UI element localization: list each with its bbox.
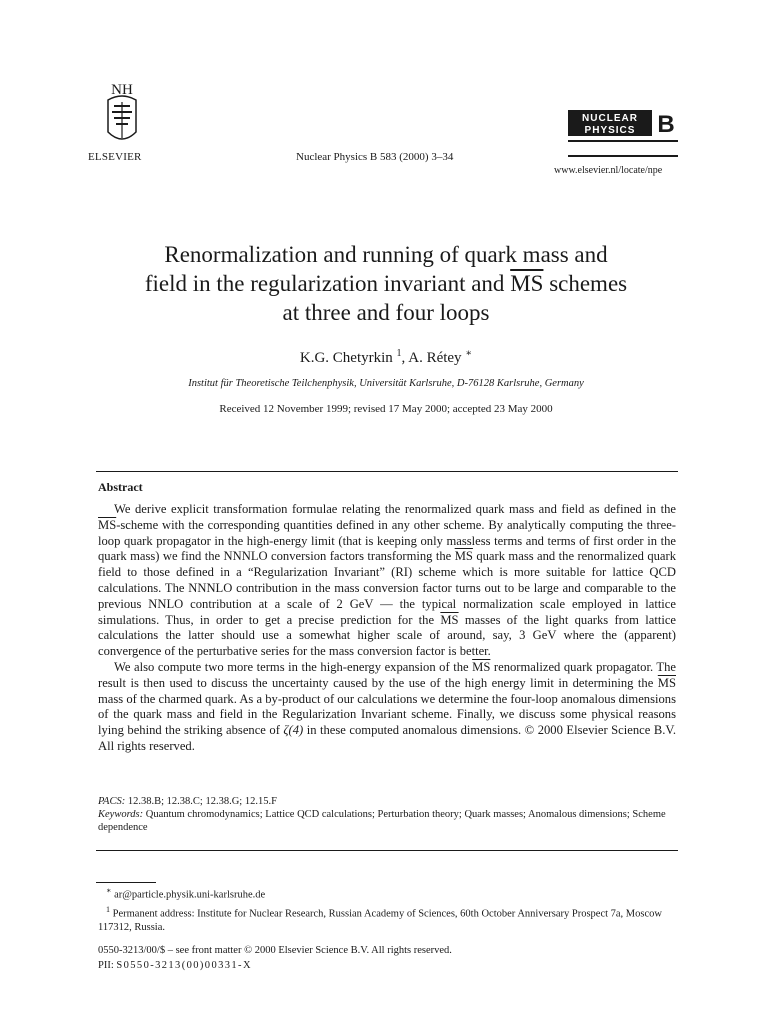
footnote-mark[interactable]: 1 bbox=[396, 348, 402, 359]
abstract-body bbox=[98, 502, 676, 755]
copyright-footer bbox=[98, 943, 452, 973]
footnote-rule bbox=[96, 882, 156, 883]
logo-letters: NH bbox=[111, 82, 133, 98]
npb-logo-letter: B bbox=[657, 111, 675, 136]
pacs-keywords bbox=[98, 795, 676, 834]
journal-reference: Nuclear Physics B 583 (2000) 3–34 bbox=[296, 151, 454, 163]
pacs-line: PACS: 12.38.B; 12.38.C; 12.38.G; 12.15.F bbox=[98, 796, 277, 807]
nuclear-physics-b-logo bbox=[568, 110, 680, 136]
npb-logo-line1: NUCLEAR bbox=[582, 113, 638, 124]
author-list: K.G. Chetyrkin $^1$, A. Rétey ∗ bbox=[299, 348, 473, 366]
footnote-address: $^1$ Permanent address: Institute for Nuclear Research, Russian Academy of Sciences, 60th October Anniversary Prospect 7a, Moscow 117312, Russia. bbox=[98, 904, 662, 933]
npb-logo-line2: PHYSICS bbox=[584, 125, 636, 136]
email-link[interactable]: ar@particle.physik.uni-karlsruhe.de bbox=[111, 889, 266, 901]
pii-line: PII: S0550-3213(00)00331-X bbox=[98, 960, 252, 971]
author-name[interactable]: K.G. Chetyrkin bbox=[299, 350, 393, 366]
title-line: field in the regularization invariant and $\overline{MS}$ schemes bbox=[144, 271, 628, 296]
publisher-name: ELSEVIER bbox=[88, 151, 142, 163]
paper-title bbox=[80, 240, 692, 327]
journal-url[interactable]: www.elsevier.nl/locate/npe bbox=[554, 165, 663, 176]
abstract-heading: Abstract bbox=[98, 480, 143, 494]
title-line: Renormalization and running of quark mass and bbox=[164, 242, 608, 267]
footnote-mark[interactable]: ∗ bbox=[465, 348, 473, 359]
keywords-line: Keywords: Quantum chromodynamics; Lattice QCD calculations; Perturbation theory; Quark masses; Anomalous dimensions; Scheme dependence bbox=[98, 809, 666, 833]
header-rule bbox=[568, 155, 678, 157]
author-name[interactable]: A. Rétey bbox=[408, 350, 462, 366]
abstract-paragraph: We derive explicit transformation formulae relating the renormalized quark mass and field as defined in the $\overline{MS}$-scheme with the corresponding quantities defined in any other scheme. By analytically computing the three-loop quark propagator in the high-energy limit (that is keeping only massless terms and terms of first order in the quark mass) we find the NNNLO conversion factors transforming the $\overline{MS}$ quark mass and the renormalized quark field to those defined in a “Regularization Invariant” (RI) scheme which is more suitable for lattice QCD calculations. The NNNLO contribution in the mass conversion factor turns out to be large and comparable to the previous NNLO contribution at a scale of 2 GeV — the typical normalization scale employed in lattice simulations. Thus, in order to get a precise prediction for the $\overline{MS}$ masses of the light quarks from lattice calculations the latter should use a somewhat higher scale of around, say, 3 GeV where the (apparent) convergence of the perturbative series for the mass conversion factor is better. bbox=[98, 502, 676, 659]
affiliation: Institut für Theoretische Teilchenphysik, Universität Karlsruhe, D-76128 Karlsruhe, Germany bbox=[188, 378, 584, 389]
header-rule bbox=[568, 140, 678, 142]
abstract-bottom-rule bbox=[96, 850, 678, 851]
footnote-email: ∗ ar@particle.physik.uni-karlsruhe.de bbox=[106, 886, 266, 901]
elsevier-tree-logo bbox=[92, 80, 152, 150]
issn-line: 0550-3213/00/$ – see front matter © 2000 Elsevier Science B.V. All rights reserved. bbox=[98, 945, 452, 956]
abstract-paragraph: We also compute two more terms in the high-energy expansion of the $\overline{MS}$ renormalized quark propagator. The result is then used to discuss the uncertainty caused by the use of the high energy limit in determining the $\overline{MS}$ mass of the charmed quark. As a by-product of our calculations we determine the four-loop anomalous dimensions of the quark mass and field in the Regularization Invariant scheme. Finally, we discuss some physical reasons lying behind the striking absence of ζ(4) in these computed anomalous dimensions. © 2000 Elsevier Science B.V. All rights reserved. bbox=[98, 659, 676, 753]
title-line: at three and four loops bbox=[282, 300, 490, 325]
received-dates: Received 12 November 1999; revised 17 May 2000; accepted 23 May 2000 bbox=[219, 403, 553, 415]
abstract-top-rule bbox=[96, 471, 678, 472]
footnotes bbox=[98, 884, 680, 935]
